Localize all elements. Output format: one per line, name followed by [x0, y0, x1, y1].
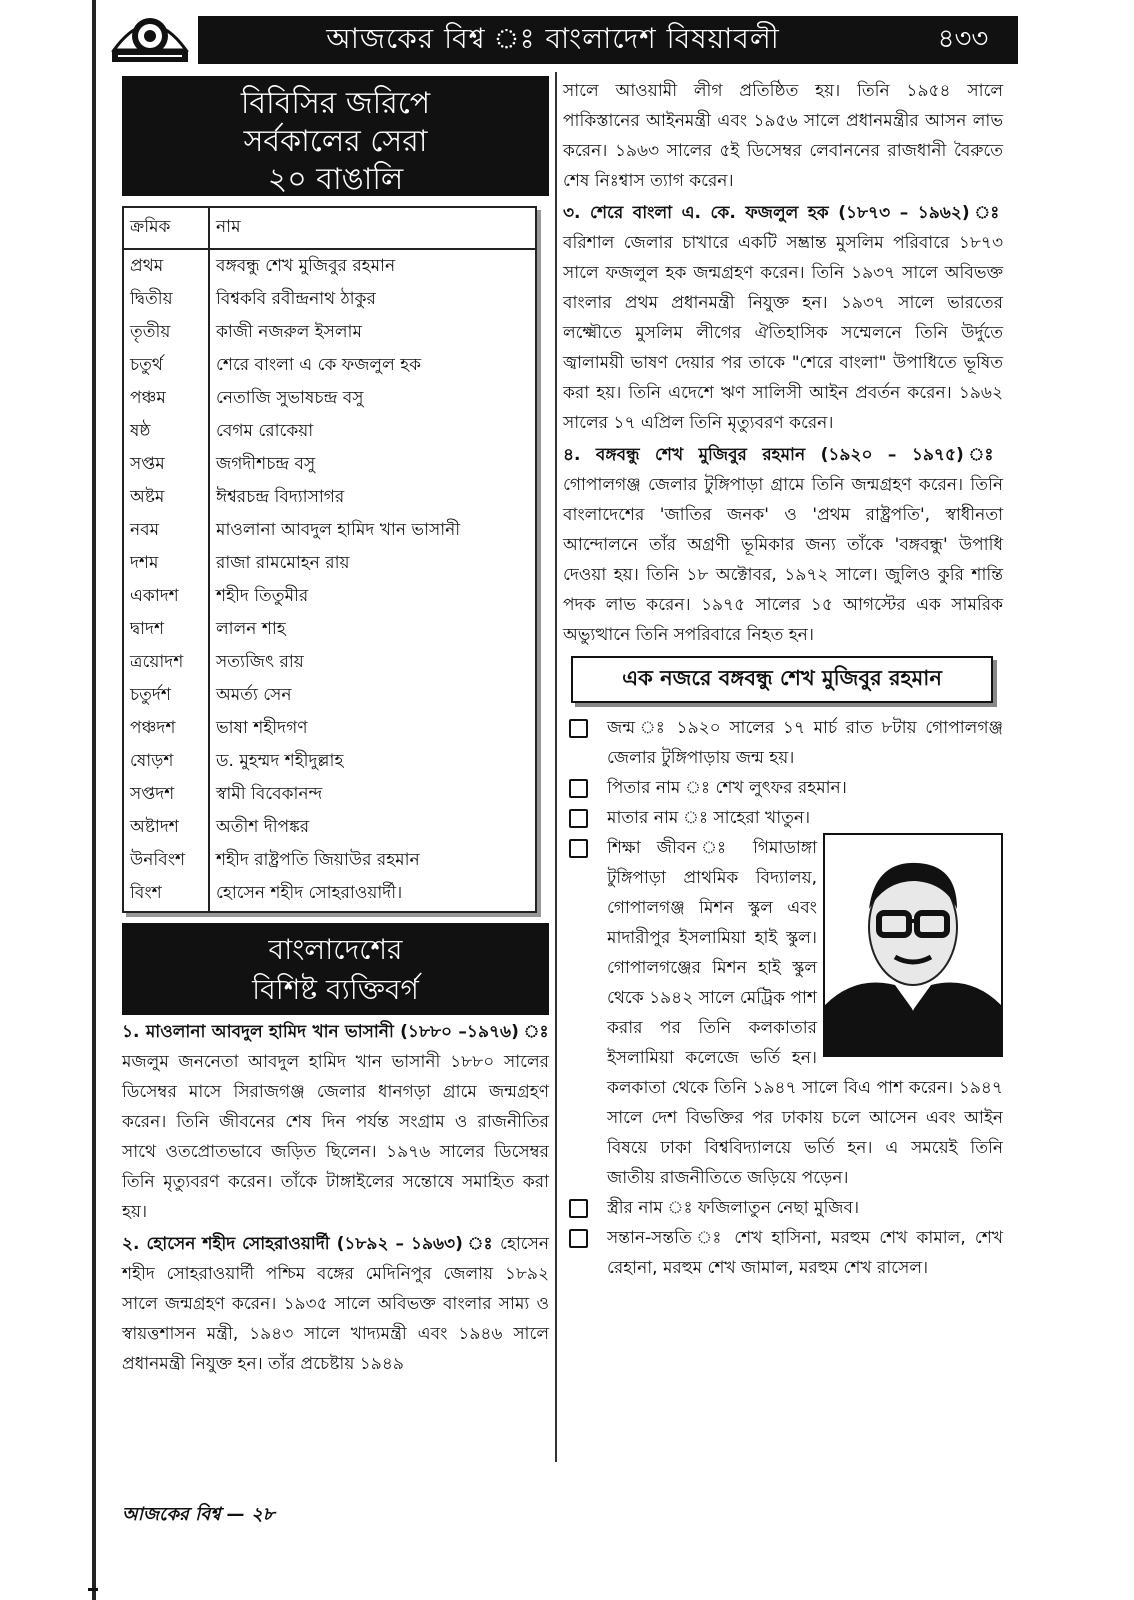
- name-cell: জগদীশচন্দ্র বসু: [216, 453, 316, 474]
- rank-cell: ষোড়শ: [123, 745, 209, 778]
- name-cell: মাওলানা আবদুল হামিদ খান ভাসানী: [216, 519, 461, 540]
- section-body: মজলুম জননেতা আবদুল হামিদ খান ভাসানী ১৮৮০ সালের ডিসেম্বর মাসে সিরাজগঞ্জ জেলার ধানগড়া গ্রামে জন্মগ্রহণ করেন। তিনি জীবনের শেষ দিন পর্যন্ত সংগ্রাম ও রাজনীতির সাথে ওতপ্রোতভাবে জড়িত ছিলেন। ১৯৭৬ সালের ডিসেম্বর তিনি মৃত্যুবরণ করেন। তাঁকে টাঙ্গাইলের সন্তোষে সমাহিত করা হয়।: [122, 1052, 549, 1222]
- table-row: [123, 448, 536, 481]
- rank-cell: দ্বাদশ: [123, 613, 209, 646]
- fact-text: শিক্ষা জীবন ঃ গিমাডাঙ্গা টুঙ্গিপাড়া প্রাথমিক বিদ্যালয়, গোপালগঞ্জ মিশন স্কুল এবং মাদারীপুর ইসলামিয়া হাই স্কুল। গোপালগঞ্জের মিশন হাই স্কুল থেকে ১৯৪২ সালে মেট্রিক পাশ করার পর তিনি কলকাতার ইসলামিয়া কলেজে ভর্তি হন। কলকাতা থেকে তিনি ১৯৪৭ সালে বিএ পাশ করেন। ১৯৪৭ সালে দেশ বিভক্তির পর ঢাকায় চলে আসেন এবং আইন বিষয়ে ঢাকা বিশ্ববিদ্যালয়ে ভর্তি হন। এ সময়েই তিনি জাতীয় রাজনীতিতে জড়িয়ে পড়েন।: [607, 838, 1003, 1188]
- column-divider: [555, 72, 557, 1462]
- name-cell: শেরে বাংলা এ কে ফজলুল হক: [216, 354, 421, 375]
- table-row: [123, 316, 536, 349]
- section-heading: ১. মাওলানা আবদুল হামিদ খান ভাসানী (১৮৮০ –১৯৭৬) ঃ: [122, 1022, 549, 1042]
- fact-education: [563, 833, 1003, 1193]
- rank-cell: সপ্তদশ: [123, 778, 209, 811]
- rank-cell: তৃতীয়: [123, 316, 209, 349]
- page-number: ৪৩৩: [937, 24, 989, 54]
- top20-banner: [122, 76, 549, 196]
- table-row: [123, 679, 536, 712]
- section-heading: ৩. শেরে বাংলা এ. কে. ফজলুল হক (১৮৭৩ – ১৯৬২) ঃ: [563, 203, 1003, 223]
- section-bangabandhu: [563, 440, 1003, 650]
- right-column: [563, 76, 1003, 1283]
- checkbox-icon: [569, 809, 588, 828]
- table-row: [123, 547, 536, 580]
- rank-cell: চতুর্থ: [123, 349, 209, 382]
- name-cell: রাজা রামমোহন রায়: [216, 552, 350, 573]
- banner-line: বাংলাদেশের: [268, 933, 403, 966]
- table-row: [123, 481, 536, 514]
- portrait-photo: [823, 833, 1003, 1057]
- table-row: [123, 811, 536, 844]
- section-heading: ২. হোসেন শহীদ সোহরাওয়ার্দী (১৮৯২ – ১৯৬৩) ঃ: [122, 1234, 494, 1254]
- fact-text: জন্ম ঃ ১৯২০ সালের ১৭ মার্চ রাত ৮টায় গোপালগঞ্জ জেলার টুঙ্গিপাড়ায় জন্ম হয়।: [607, 718, 1003, 768]
- section-fazlul-huq: [563, 198, 1003, 438]
- name-cell: লালন শাহ: [216, 618, 286, 639]
- header-title: আজকের বিশ্ব ঃ বাংলাদেশ বিষয়াবলী: [326, 21, 780, 55]
- rank-cell: অষ্টম: [123, 481, 209, 514]
- publisher-logo: [108, 6, 192, 68]
- rank-cell: বিংশ: [123, 877, 209, 912]
- name-cell: ভাষা শহীদগণ: [216, 717, 308, 738]
- fact-children: [563, 1223, 1003, 1283]
- notable-persons-banner: [122, 923, 549, 1015]
- name-cell: হোসেন শহীদ সোহরাওয়ার্দী।: [216, 883, 403, 903]
- rank-cell: উনবিংশ: [123, 844, 209, 877]
- fact-text: স্ত্রীর নাম ঃ ফজিলাতুন নেছা মুজিব।: [607, 1198, 860, 1218]
- name-cell: ঈশ্বরচন্দ্র বিদ্যাসাগর: [216, 486, 345, 507]
- name-cell: অমর্ত্য সেন: [216, 684, 292, 705]
- rank-cell: একাদশ: [123, 580, 209, 613]
- table-row: [123, 283, 536, 316]
- table-row: [123, 778, 536, 811]
- section-body: গোপালগঞ্জ জেলার টুঙ্গিপাড়া গ্রামে তিনি জন্মগ্রহণ করেন। তিনি বাংলাদেশের 'জাতির জনক' ও 'প্রথম রাষ্ট্রপতি', স্বাধীনতা আন্দোলনে তাঁর অগ্রণী ভূমিকার জন্য তাঁকে 'বঙ্গবন্ধু' উপাধি দেওয়া হয়। তিনি ১৮ অক্টোবর, ১৯৭২ সালে। জুলিও কুরি শান্তি পদক লাভ করেন। ১৯৭৫ সালের ১৫ আগস্টের এক সামরিক অভ্যুত্থানে তিনি সপরিবারে নিহত হন।: [563, 475, 1003, 645]
- name-cell: বেগম রোকেয়া: [216, 420, 314, 441]
- left-column: [122, 76, 549, 1379]
- banner-line: বিবিসির জরিপে: [240, 86, 431, 121]
- name-cell: শহীদ রাষ্ট্রপতি জিয়াউর রহমান: [216, 849, 420, 870]
- section-heading: ৪. বঙ্গবন্ধু শেখ মুজিবুর রহমান (১৯২০ – ১৯৭৫) ঃ: [563, 445, 1003, 465]
- page-edge: [92, 0, 96, 1600]
- name-cell: বিশ্বকবি রবীন্দ্রনাথ ঠাকুর: [216, 288, 376, 309]
- fact-mother: [563, 803, 1003, 833]
- banner-line: বিশিষ্ট ব্যক্তিবর্গ: [252, 973, 419, 1006]
- facts-list: [563, 713, 1003, 1283]
- table-row: [123, 712, 536, 745]
- table-row: [123, 613, 536, 646]
- table-header-row: [123, 207, 536, 249]
- page-footer: আজকের বিশ্ব — ২৮: [122, 1504, 275, 1525]
- table-row: [123, 844, 536, 877]
- name-cell: অতীশ দীপঙ্কর: [216, 816, 310, 837]
- section-body: বরিশাল জেলার চাখারে একটি সম্ভ্রান্ত মুসলিম পরিবারে ১৮৭৩ সালে ফজলুল হক জন্মগ্রহণ করেন। তিনি ১৯৩৭ সালে অবিভক্ত বাংলার প্রথম প্রধানমন্ত্রী নিযুক্ত হন। ১৯৩৭ সালে ভারতের লক্ষ্মৌতে মুসলিম লীগের ঐতিহাসিক সম্মেলনে তিনি উর্দুতে জ্বালাময়ী ভাষণ দেয়ার পর তাকে "শেরে বাংলা" উপাধিতে ভূষিত করা হয়। তিনি এদেশে ঋণ সালিসী আইন প্রবর্তন করেন। ১৯৬২ সালের ১৭ এপ্রিল তিনি মৃত্যুবরণ করেন।: [563, 233, 1003, 433]
- column-header-serial: ক্রমিক: [123, 207, 209, 249]
- rank-cell: চতুর্দশ: [123, 679, 209, 712]
- fact-text: মাতার নাম ঃ সাহেরা খাতুন।: [607, 808, 811, 828]
- name-cell: কাজী নজরুল ইসলাম: [216, 321, 362, 342]
- table-row: [123, 415, 536, 448]
- rank-cell: পঞ্চম: [123, 382, 209, 415]
- checkbox-icon: [569, 1199, 588, 1218]
- rank-cell: ষষ্ঠ: [123, 415, 209, 448]
- name-cell: সত্যজিৎ রায়: [216, 651, 304, 672]
- rank-cell: দশম: [123, 547, 209, 580]
- rank-cell: পঞ্চদশ: [123, 712, 209, 745]
- name-cell: বঙ্গবন্ধু শেখ মুজিবুর রহমান: [216, 255, 396, 276]
- checkbox-icon: [569, 1229, 588, 1248]
- section-bhashani: [122, 1017, 549, 1227]
- fact-father: [563, 773, 1003, 803]
- fact-birth: [563, 713, 1003, 773]
- scan-mark: [88, 1588, 98, 1591]
- name-cell: নেতাজি সুভাষচন্দ্র বসু: [216, 387, 364, 408]
- rank-cell: দ্বিতীয়: [123, 283, 209, 316]
- name-cell: শহীদ তিতুমীর: [216, 585, 309, 606]
- table-row: [123, 745, 536, 778]
- table-row: [123, 877, 536, 912]
- rank-cell: সপ্তম: [123, 448, 209, 481]
- fact-wife: [563, 1193, 1003, 1223]
- section-suhrawardy-continued: সালে আওয়ামী লীগ প্রতিষ্ঠিত হয়। তিনি ১৯৫৪ সালে পাকিস্তানের আইনমন্ত্রী এবং ১৯৫৬ সালে প্রধানমন্ত্রীর আসন লাভ করেন। ১৯৬৩ সালের ৫ই ডিসেম্বর লেবাননের রাজধানী বৈরুতে শেষ নিঃশ্বাস ত্যাগ করেন।: [563, 81, 1003, 191]
- name-cell: ড. মুহম্মদ শহীদুল্লাহ: [216, 750, 344, 771]
- table-row: [123, 580, 536, 613]
- at-a-glance-title: এক নজরে বঙ্গবন্ধু শেখ মুজিবুর রহমান: [571, 656, 993, 703]
- table-row: [123, 514, 536, 547]
- section-suhrawardy: [122, 1229, 549, 1379]
- rank-cell: প্রথম: [123, 249, 209, 283]
- page-header: [198, 16, 1018, 64]
- top20-table: [122, 206, 537, 913]
- section-body: হোসেন শহীদ সোহরাওয়ার্দী পশ্চিম বঙ্গের মেদিনিপুর জেলায় ১৮৯২ সালে জন্মগ্রহণ করেন। ১৯৩৫ সালে অবিভক্ত বাংলার সাম্য ও স্বায়ত্তশাসন মন্ত্রী, ১৯৪৩ সালে খাদ্যমন্ত্রী এবং ১৯৪৬ সালে প্রধানমন্ত্রী নিযুক্ত হন। তাঁর প্রচেষ্টায় ১৯৪৯: [122, 1234, 550, 1374]
- rank-cell: নবম: [123, 514, 209, 547]
- name-cell: স্বামী বিবেকানন্দ: [216, 783, 323, 804]
- table-row: [123, 349, 536, 382]
- checkbox-icon: [569, 839, 588, 858]
- table-row: [123, 646, 536, 679]
- table-row: [123, 249, 536, 283]
- rank-cell: ত্রয়োদশ: [123, 646, 209, 679]
- table-row: [123, 382, 536, 415]
- checkbox-icon: [569, 719, 588, 738]
- checkbox-icon: [569, 779, 588, 798]
- banner-line: সর্বকালের সেরা: [243, 124, 428, 159]
- column-header-name: নাম: [209, 207, 536, 249]
- fact-text: পিতার নাম ঃ শেখ লুৎফর রহমান।: [607, 778, 847, 798]
- rank-cell: অষ্টাদশ: [123, 811, 209, 844]
- banner-line: ২০ বাঙালি: [267, 162, 404, 197]
- fact-text: সন্তান-সন্ততি ঃ শেখ হাসিনা, মরহুম শেখ কামাল, শেখ রেহানা, মরহুম শেখ জামাল, মরহুম শেখ রাসেল।: [607, 1228, 1003, 1278]
